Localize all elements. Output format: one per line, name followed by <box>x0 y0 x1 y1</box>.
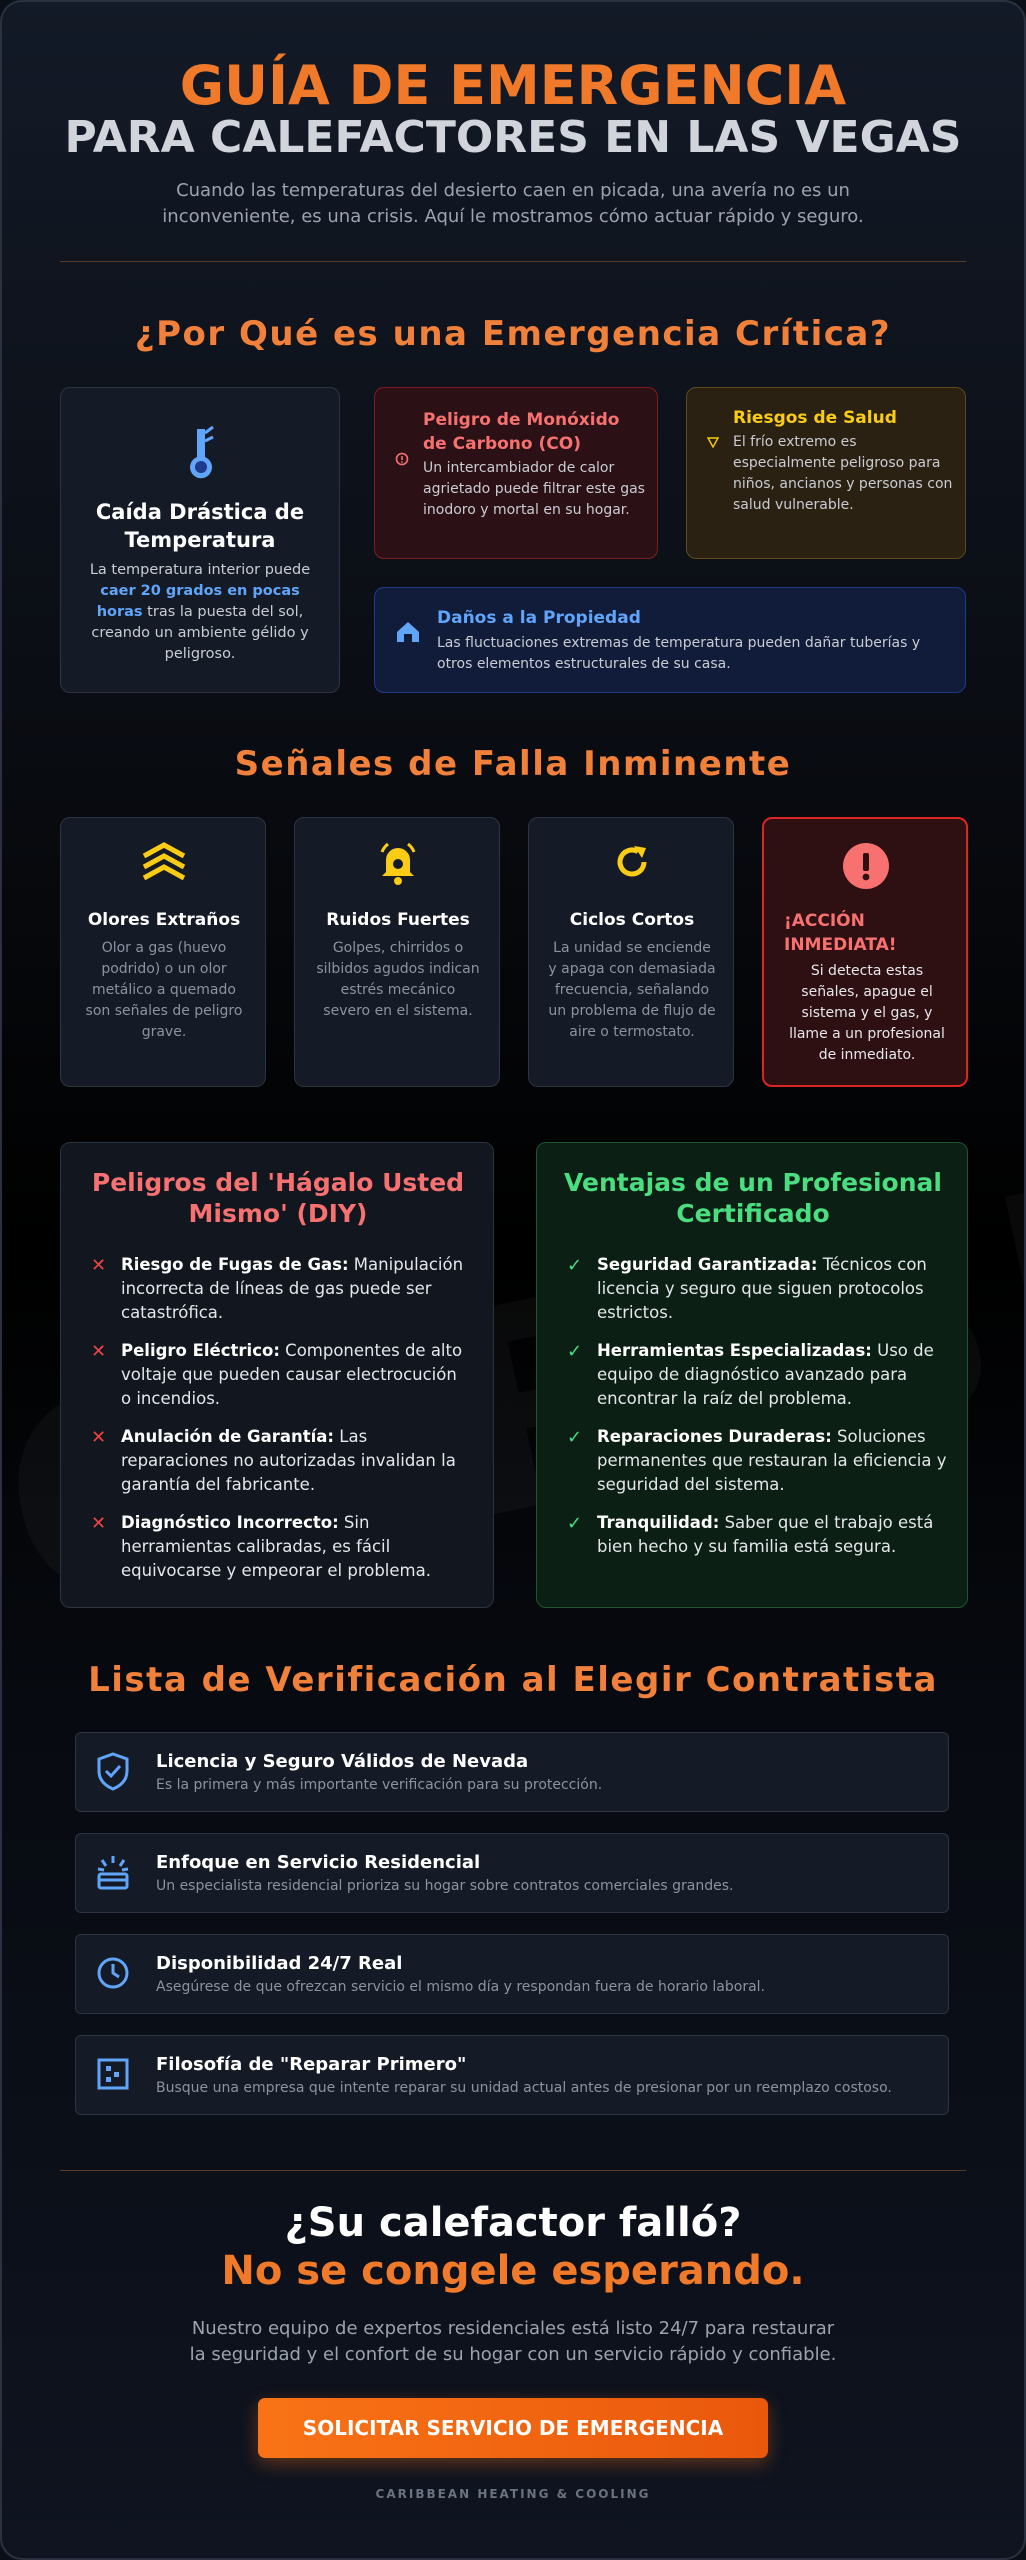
title-line-1: GUÍA DE EMERGENCIA <box>179 54 847 117</box>
signal-card-noises <box>294 817 500 1087</box>
diy-item: Anulación de Garantía: Las reparaciones no autorizadas invalidan la garantía del fabricante. <box>121 1427 456 1494</box>
title-line-2: PARA CALEFACTORES EN LAS VEGAS <box>64 112 962 163</box>
thermometer-icon <box>183 423 219 481</box>
cta-line-2: No se congele esperando. <box>221 2248 805 2294</box>
checklist-text: Asegúrese de que ofrezcan servicio el mismo día y respondan fuera de horario laboral. <box>156 1979 765 1995</box>
check-icon: ✓ <box>567 1341 583 1362</box>
property-card <box>374 587 966 693</box>
alert-text: Si detecta estas señales, apague el sistema y el gas, y llame a un profesional de inmediato. <box>789 963 945 1063</box>
property-text: Las fluctuaciones extremas de temperatura pueden dañar tuberías y otros elementos estructurales de su casa. <box>437 635 921 672</box>
co-card <box>374 387 658 559</box>
pro-card <box>536 1142 968 1608</box>
warning-triangle-icon <box>707 436 719 448</box>
health-text: El frío extremo es especialmente peligroso para niños, ancianos y personas con salud vulnerable. <box>733 434 953 513</box>
chevrons-up-icon <box>140 840 188 884</box>
signal-text: Olor a gas (huevo podrido) o un olor metálico a quemado son señales de peligro grave. <box>85 940 243 1040</box>
pro-item: Herramientas Especializadas: Uso de equipo de diagnóstico avanzado para encontrar la raíz del problema. <box>597 1341 934 1408</box>
request-service-button[interactable]: SOLICITAR SERVICIO DE EMERGENCIA <box>258 2398 768 2458</box>
checklist-text: Es la primera y más importante verificación para su protección. <box>156 1777 603 1793</box>
checklist-item <box>75 1833 949 1913</box>
signal-title: Ciclos Cortos <box>569 910 695 930</box>
checklist-text: Un especialista residencial prioriza su hogar sobre contratos comerciales grandes. <box>156 1878 734 1894</box>
diy-item: Peligro Eléctrico: Componentes de alto voltaje que pueden causar electrocución o incendios. <box>121 1341 463 1408</box>
intro-text: Cuando las temperaturas del desierto caen en picada, una avería no es un inconveniente, es una crisis. Aquí le mostramos cómo actuar rápido y seguro. <box>162 180 864 227</box>
divider <box>60 261 966 262</box>
refresh-icon <box>612 842 652 882</box>
divider <box>60 2170 966 2171</box>
x-icon: ✕ <box>91 1341 107 1362</box>
signal-text: La unidad se enciende y apaga con demasiada frecuencia, señalando un problema de flujo de aire o termostato. <box>548 940 716 1040</box>
pro-item: Tranquilidad: Saber que el trabajo está bien hecho y su familia está segura. <box>597 1513 934 1556</box>
pro-item: Reparaciones Duraderas: Soluciones permanentes que restauran la eficiencia y seguridad del sistema. <box>597 1427 947 1494</box>
clock-icon <box>96 1953 130 1993</box>
checklist-text: Busque una empresa que intente reparar su unidad actual antes de presionar por un reemplazo costoso. <box>156 2080 892 2096</box>
signal-text: Golpes, chirridos o silbidos agudos indican estrés mecánico severo en el sistema. <box>316 940 480 1019</box>
temp-title: Caída Drástica de Temperatura <box>95 500 305 552</box>
alert-title: ¡ACCIÓN INMEDIATA! <box>784 911 897 955</box>
checklist-title: Licencia y Seguro Válidos de Nevada <box>156 1751 529 1772</box>
exclamation-icon <box>843 843 889 889</box>
diy-item: Diagnóstico Incorrecto: Sin herramientas calibradas, es fácil equivocarse y empeorar el problema. <box>121 1513 431 1580</box>
checklist-item <box>75 2035 949 2115</box>
property-title: Daños a la Propiedad <box>437 608 641 628</box>
check-icon: ✓ <box>567 1255 583 1276</box>
alert-circle-icon <box>395 452 409 466</box>
signals-heading: Señales de Falla Inminente <box>234 744 792 784</box>
check-icon: ✓ <box>567 1427 583 1448</box>
checklist-title: Disponibilidad 24/7 Real <box>156 1953 403 1974</box>
diy-card <box>60 1142 494 1608</box>
shield-check-icon <box>96 1751 130 1791</box>
co-text: Un intercambiador de calor agrietado puede filtrar este gas inodoro y mortal en su hogar. <box>423 460 645 518</box>
diy-title: Peligros del 'Hágalo Usted Mismo' (DIY) <box>91 1168 465 1228</box>
cta-text: Nuestro equipo de expertos residenciales está listo 24/7 para restaurar la seguridad y el confort de su hogar con un servicio rápido y confiable. <box>189 2318 837 2365</box>
check-icon: ✓ <box>567 1513 583 1534</box>
bell-icon <box>378 840 418 886</box>
repair-first-icon <box>96 2054 130 2094</box>
pro-title: Ventajas de un Profesional Certificado <box>564 1168 942 1228</box>
pro-item: Seguridad Garantizada: Técnicos con licencia y seguro que siguen protocolos estrictos. <box>597 1255 927 1322</box>
x-icon: ✕ <box>91 1427 107 1448</box>
checklist-title: Filosofía de "Reparar Primero" <box>156 2054 467 2075</box>
checklist-item <box>75 1732 949 1812</box>
checklist-item <box>75 1934 949 2014</box>
signal-card-odors <box>60 817 266 1087</box>
cta-line-1: ¿Su calefactor falló? <box>284 2200 742 2246</box>
temp-card <box>60 387 340 693</box>
signal-card-cycles <box>528 817 734 1087</box>
immediate-action-card <box>762 817 968 1087</box>
temp-text: La temperatura interior puede caer 20 grados en pocas horas tras la puesta del sol, creando un ambiente gélido y peligroso. <box>89 562 311 662</box>
health-title: Riesgos de Salud <box>733 408 897 428</box>
signal-title: Olores Extraños <box>87 910 241 930</box>
diy-item: Riesgo de Fugas de Gas: Manipulación incorrecta de líneas de gas puede ser catastrófica. <box>121 1255 464 1322</box>
checklist-title: Enfoque en Servicio Residencial <box>156 1852 481 1873</box>
x-icon: ✕ <box>91 1513 107 1534</box>
signal-title: Ruidos Fuertes <box>326 910 470 930</box>
why-heading: ¿Por Qué es una Emergencia Crítica? <box>134 314 892 354</box>
house-icon <box>395 620 421 644</box>
x-icon: ✕ <box>91 1255 107 1276</box>
footer-brand: CARIBBEAN HEATING & COOLING <box>375 2487 651 2501</box>
health-card <box>686 387 966 559</box>
checklist-heading: Lista de Verificación al Elegir Contratista <box>88 1660 938 1700</box>
co-title: Peligro de Monóxido de Carbono (CO) <box>423 410 620 454</box>
home-service-icon <box>96 1852 130 1892</box>
